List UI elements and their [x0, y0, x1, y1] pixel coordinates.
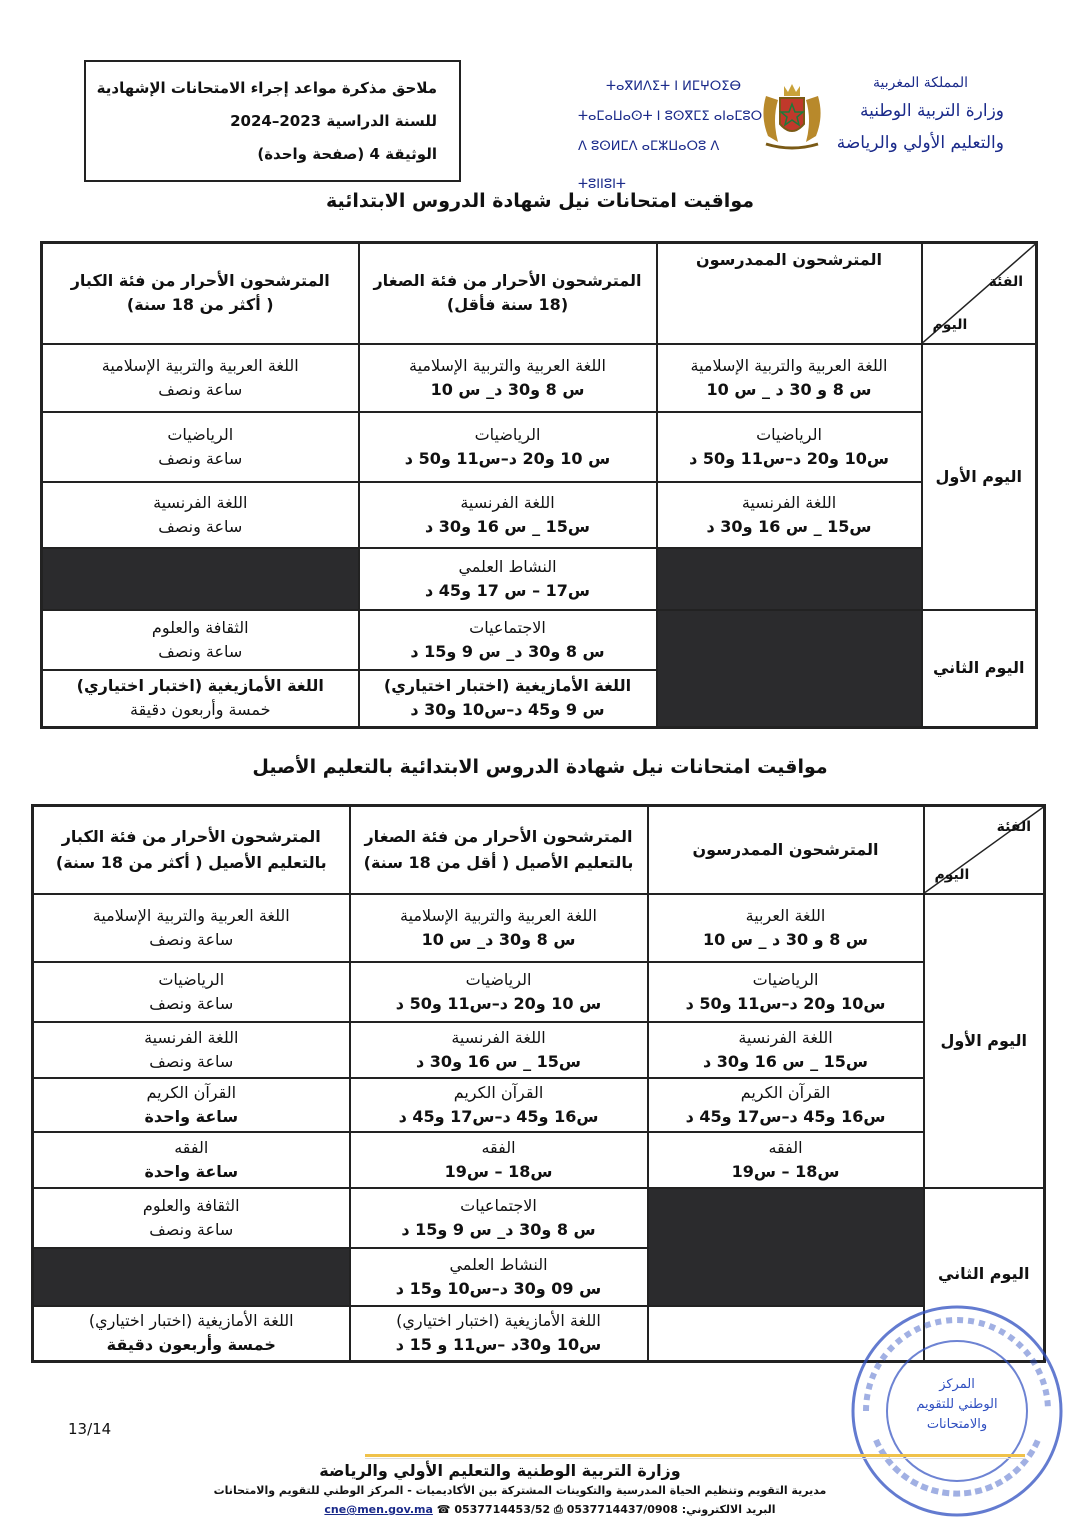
email-label: البريد الالكتروني: — [681, 1503, 776, 1516]
header-young: المترشحون الأحرار من فئة الصغار بالتعليم الأصيل ( أقل من 18 سنة) — [350, 806, 648, 894]
ministry-name-2: والتعليم الأولي والرياضة — [836, 133, 1004, 153]
cell: الفقه ساعة واحدة — [33, 1132, 350, 1188]
blank-cell — [657, 610, 922, 728]
cell: اللغة الأمازيغية (اختبار اختياري) خمسة وأربعون دقيقة — [42, 670, 359, 728]
email-link[interactable]: cne@men.gov.ma — [324, 1503, 433, 1516]
cell: اللغة العربية والتربية الإسلامية س 8 و30 د_ س 10 — [350, 894, 648, 962]
cell: اللغة الفرنسية س15 _ س 16 و30 د — [350, 1022, 648, 1078]
svg-text:الوطني للتقويم: الوطني للتقويم — [916, 1397, 998, 1412]
cell: الفقه س18 – س19 — [648, 1132, 924, 1188]
table-row — [42, 482, 1037, 548]
footer-contact — [250, 1503, 850, 1517]
cell: الرياضيات س 10 و20 د–س11 و50 د — [350, 962, 648, 1022]
corner-cell — [924, 806, 1045, 894]
exam-schedule-table-2 — [31, 804, 1046, 1363]
header-young: المترشحون الأحرار من فئة الصغار (18 سنة فأقل) — [359, 243, 657, 344]
blank-cell — [33, 1248, 350, 1306]
footer-ministry: وزارة التربية الوطنية والتعليم الأولي والرياضة — [319, 1461, 681, 1480]
table1-title: مواقيت امتحانات نيل شهادة الدروس الابتدائية — [325, 190, 754, 212]
cell: اللغة الأمازيغية (اختبار اختياري) خمسة وأربعون دقيقة — [33, 1306, 350, 1362]
footer-directorate: مديرية التقويم وتنظيم الحياة المدرسية والتكوينات المشتركة بين الأكاديميات - المركز الوطني للتقويم والامتحانات — [213, 1484, 827, 1497]
day-label: اليوم — [934, 866, 970, 883]
annex-box — [84, 60, 461, 182]
table-row — [33, 1188, 1045, 1248]
table-row — [42, 412, 1037, 482]
table-row — [33, 1078, 1045, 1132]
cell: اللغة الفرنسية ساعة ونصف — [42, 482, 359, 548]
cell: الاجتماعيات س 8 و30 د_ س 9 و15 د — [359, 610, 657, 670]
blank-cell — [648, 1188, 924, 1306]
blank-cell — [657, 548, 922, 610]
cell: اللغة العربية والتربية الإسلامية ساعة ونصف — [42, 344, 359, 412]
day-1-cell: اليوم الأول — [924, 894, 1045, 1188]
phone-number: 0537714453/52 — [454, 1503, 551, 1516]
exam-schedule-table-1 — [40, 241, 1038, 729]
ministry-name-1: وزارة التربية الوطنية — [859, 101, 1004, 121]
cell: اللغة الأمازيغية (اختبار اختياري) س 9 و45 د–س10 و30 د — [359, 670, 657, 728]
cell: القرآن الكريم ساعة واحدة — [33, 1078, 350, 1132]
cell: الرياضيات ساعة ونصف — [42, 412, 359, 482]
document-number: الوثيقة 4 (صفحة واحدة) — [257, 145, 437, 163]
cell: الثقافة والعلوم ساعة ونصف — [42, 610, 359, 670]
day-2-cell: اليوم الثاني — [922, 610, 1037, 728]
blank-cell — [42, 548, 359, 610]
table-row — [42, 610, 1037, 670]
school-year: للسنة الدراسية 2023–2024 — [230, 112, 437, 130]
cell: النشاط العلمي س17 – س 17 و45 د — [359, 548, 657, 610]
cell: الرياضيات س10 و20 د–س11 و50 د — [648, 962, 924, 1022]
header-adult: المترشحون الأحرار من فئة الكبار ( أكثر من 18 سنة) — [42, 243, 359, 344]
tifinagh-line-1: ⵜⴰⴳⵍⴷⵉⵜ ⵏ ⵍⵎⵖⵔⵉⴱ — [606, 79, 742, 94]
svg-text:والامتحانات: والامتحانات — [926, 1417, 988, 1432]
page-number: 13/14 — [68, 1420, 112, 1438]
cell: النشاط العلمي س 09 و30 د–س10 و15 د — [350, 1248, 648, 1306]
table-row — [33, 894, 1045, 962]
cell: الرياضيات س 10 و20 د–س11 و50 د — [359, 412, 657, 482]
table-header-row — [33, 806, 1045, 894]
cell: الرياضيات س10 و20 د–س11 و50 د — [657, 412, 922, 482]
header-schooled: المترشحون الممدرسون — [648, 806, 924, 894]
cell: الاجتماعيات س 8 و30 د_ س 9 و15 د — [350, 1188, 648, 1248]
cell: الفقه س18 – س19 — [350, 1132, 648, 1188]
cell: اللغة الفرنسية س15 _ س 16 و30 د — [359, 482, 657, 548]
svg-text:المركز: المركز — [939, 1377, 975, 1392]
tifinagh-line-2: ⵜⴰⵎⴰⵡⴰⵙⵜ ⵏ ⵓⵙⴳⵎⵉ ⴰⵏⴰⵎⵓⵔ — [578, 109, 763, 124]
table-row — [33, 1022, 1045, 1078]
ministry-header — [774, 70, 1004, 162]
fax-number: 0537714437/0908 — [566, 1503, 678, 1516]
day-label: اليوم — [932, 316, 968, 333]
fax-icon: ⎙ — [554, 1503, 563, 1516]
cell: اللغة العربية س 8 و 30 د _ س 10 — [648, 894, 924, 962]
table-row — [42, 548, 1037, 610]
cell: الرياضيات ساعة ونصف — [33, 962, 350, 1022]
header-adult: المترشحون الأحرار من فئة الكبار بالتعليم الأصيل ( أكثر من 18 سنة) — [33, 806, 350, 894]
cell: القرآن الكريم س16 و45 د–س17 و45 د — [648, 1078, 924, 1132]
table2-title: مواقيت امتحانات نيل شهادة الدروس الابتدائية بالتعليم الأصيل — [252, 756, 828, 778]
phone-icon: ☎ — [436, 1503, 451, 1516]
table-header-row — [42, 243, 1037, 344]
category-label: الفئة — [988, 274, 1023, 290]
corner-cell — [922, 243, 1037, 344]
table-row — [33, 962, 1045, 1022]
day-1-cell: اليوم الأول — [922, 344, 1037, 610]
header-schooled: المترشحون الممدرسون — [657, 243, 922, 344]
category-label: الفئة — [996, 819, 1031, 835]
cell: القرآن الكريم س16 و45 د–س17 و45 د — [350, 1078, 648, 1132]
kingdom-name: المملكة المغربية — [872, 75, 968, 91]
day-2-cell: اليوم الثاني — [924, 1188, 1045, 1362]
table-row — [42, 344, 1037, 412]
footer-divider-thin — [365, 1458, 1025, 1459]
cell: الثقافة والعلوم ساعة ونصف — [33, 1188, 350, 1248]
cell: اللغة العربية والتربية الإسلامية س 8 و 30 د _ س 10 — [657, 344, 922, 412]
cell: اللغة الأمازيغية (اختبار اختياري) س10 و30د –س11 و 15 د — [350, 1306, 648, 1362]
footer-divider — [365, 1454, 1025, 1457]
table-row — [33, 1132, 1045, 1188]
tifinagh-header — [578, 68, 768, 204]
annex-title: ملاحق مذكرة مواعد إجراء الامتحانات الإشهادية — [96, 79, 437, 97]
cell: اللغة العربية والتربية الإسلامية ساعة ونصف — [33, 894, 350, 962]
cell: اللغة الفرنسية س15 _ س 16 و30 د — [648, 1022, 924, 1078]
cell: اللغة الفرنسية س15 _ س 16 و30 د — [657, 482, 922, 548]
tifinagh-line-3: ⴷ ⵓⵙⵍⵎⴷ ⴰⵎⵣⵡⴰⵔⵓ ⴷ ⵜⵓⵏⵏⵓⵏⵜ — [578, 139, 720, 192]
cell: اللغة الفرنسية ساعة ونصف — [33, 1022, 350, 1078]
cell: اللغة العربية والتربية الإسلامية س 8 و30 د_ س 10 — [359, 344, 657, 412]
